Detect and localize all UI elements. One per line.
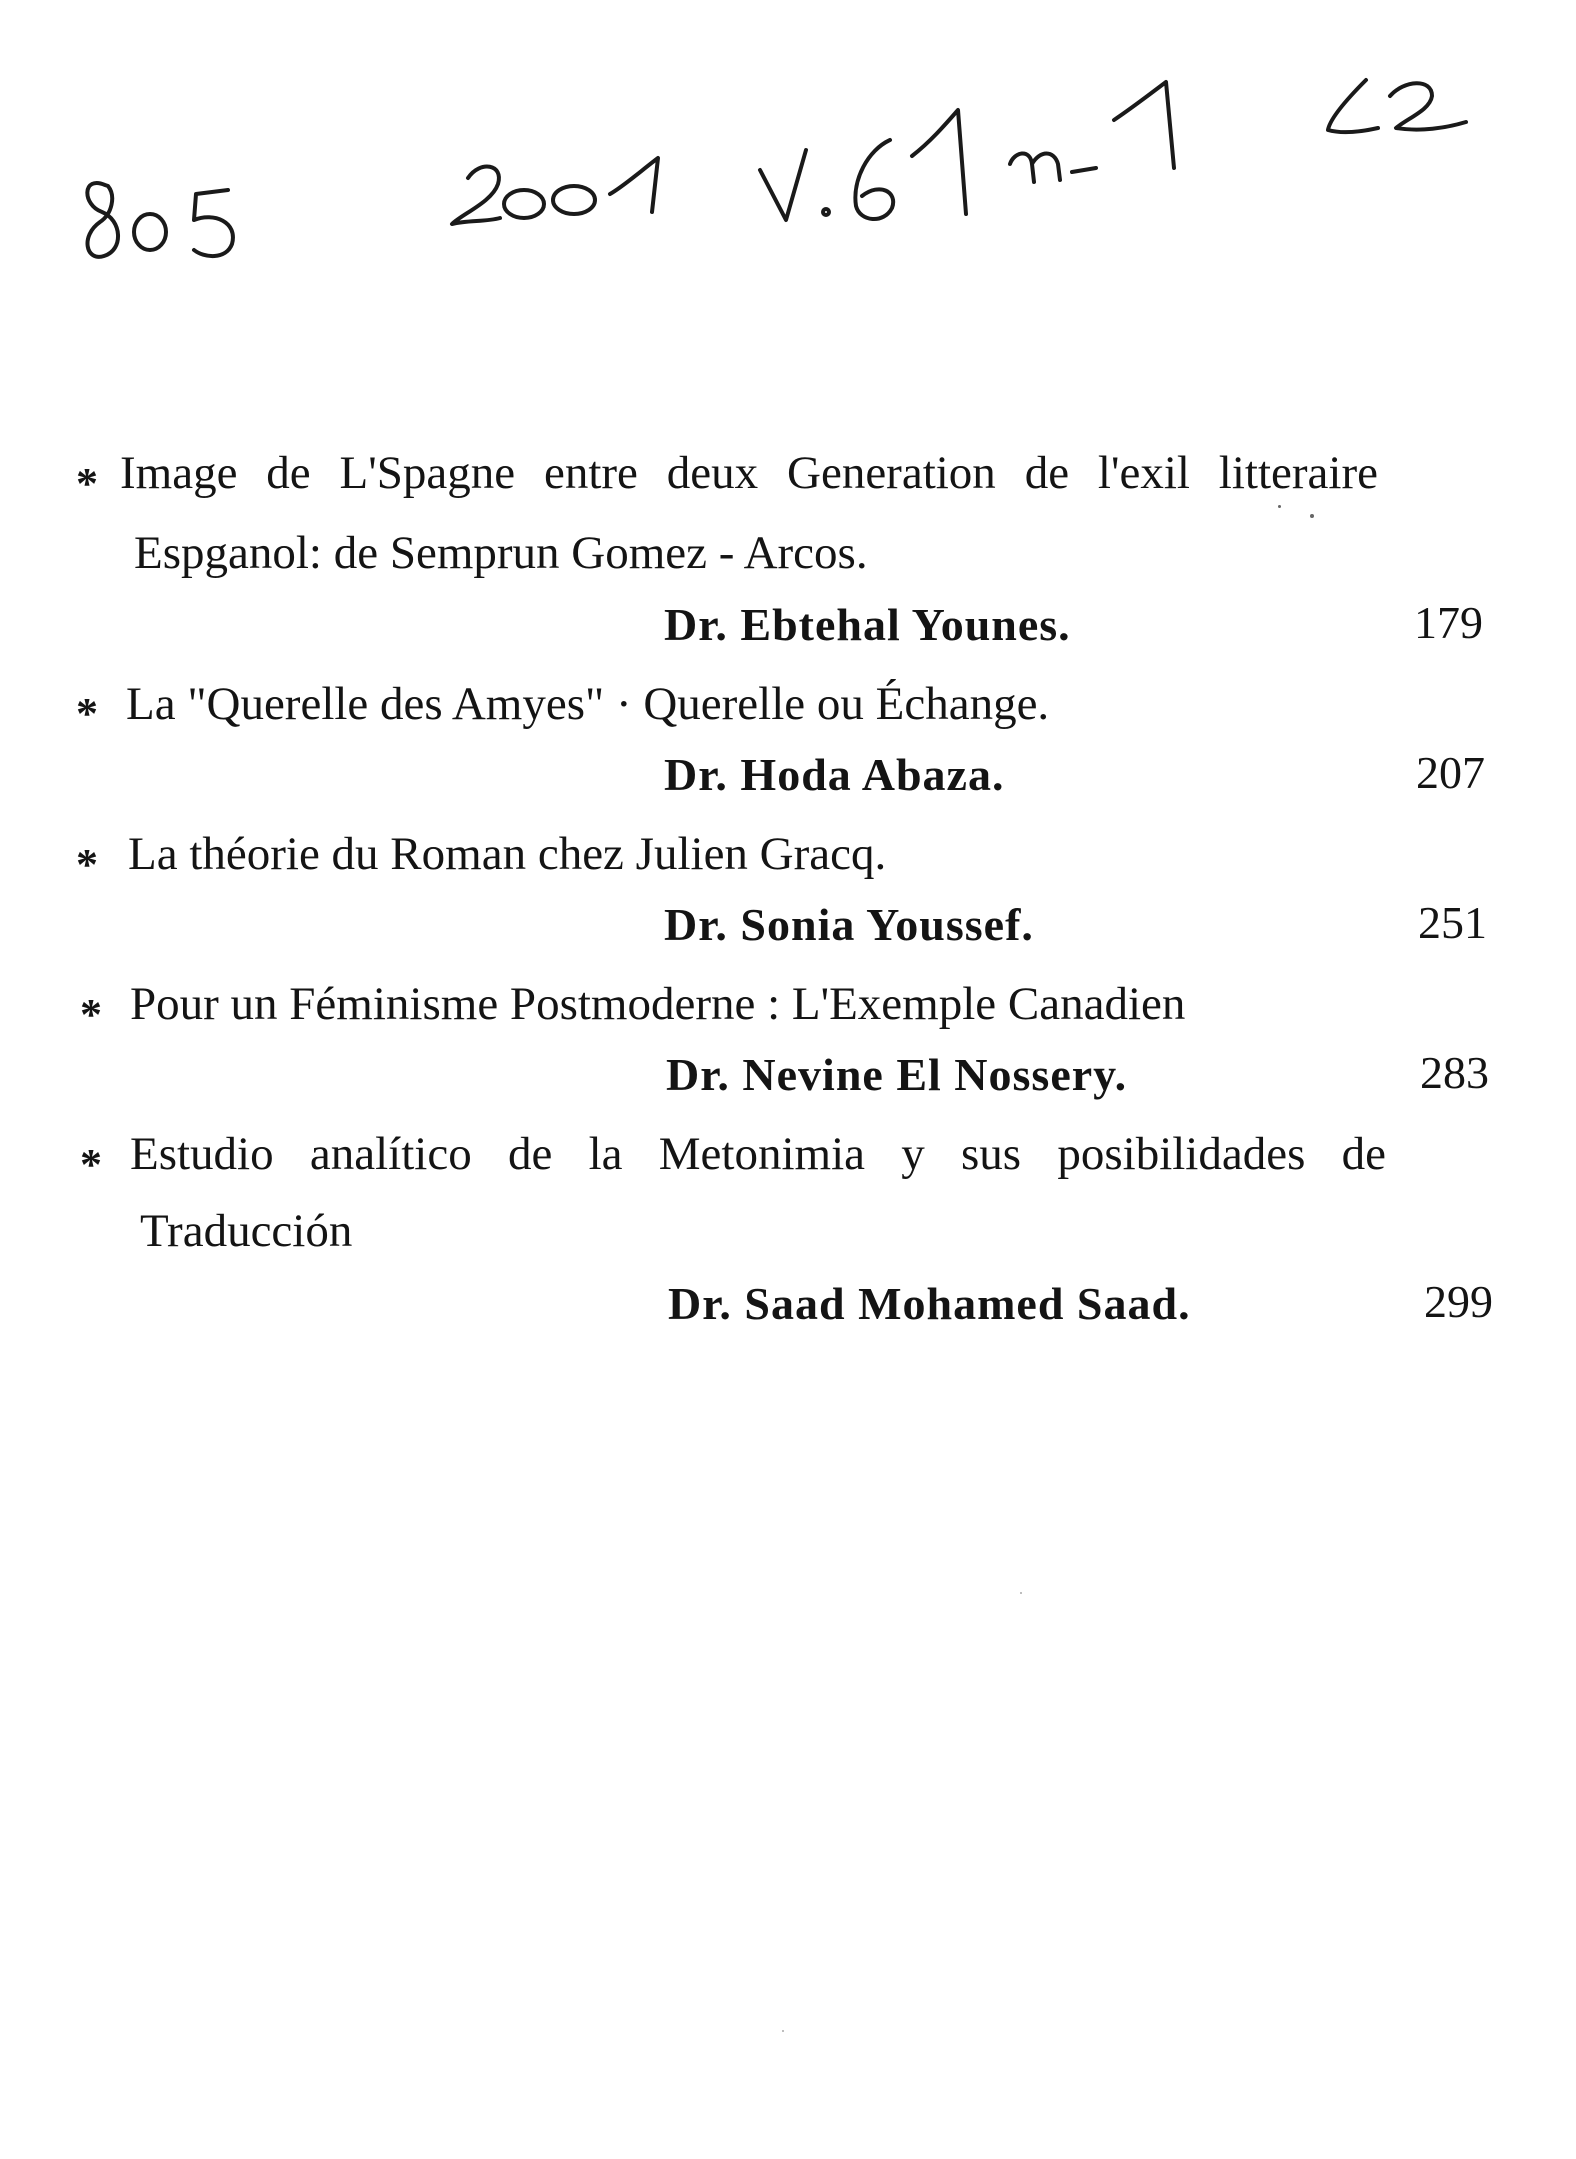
entry-author: Dr. Sonia Youssef. [664, 899, 1034, 950]
entry-author: Dr. Hoda Abaza. [664, 749, 1005, 800]
entry-title-line: Estudio analítico de la Metonimia y sus posibilidades de [130, 1128, 1386, 1180]
entry-title-line: Image de L'Spagne entre deux Generation de l'exil litteraire [120, 447, 1378, 499]
entry-title-line: Espganol: de Semprun Gomez - Arcos. [134, 527, 868, 579]
scan-speck [1310, 514, 1314, 518]
entry-author: Dr. Ebtehal Younes. [664, 599, 1071, 650]
entry-author: Dr. Saad Mohamed Saad. [668, 1278, 1191, 1329]
bullet-asterisk: * [76, 840, 98, 889]
entry-page-number: 299 [1424, 1276, 1493, 1327]
entry-page-number: 207 [1416, 747, 1485, 798]
entry-page-number: 179 [1414, 597, 1483, 648]
bullet-asterisk: * [76, 459, 98, 508]
entry-title-line: Pour un Féminisme Postmoderne : L'Exemple Canadien [130, 978, 1186, 1030]
bullet-asterisk: * [80, 1140, 102, 1189]
scan-speck [1020, 1592, 1022, 1594]
entry-page-number: 251 [1418, 897, 1487, 948]
entry-author: Dr. Nevine El Nossery. [666, 1049, 1128, 1100]
bullet-asterisk: * [76, 689, 98, 738]
entry-title-line: Traducción [140, 1205, 353, 1257]
entry-title-line: La théorie du Roman chez Julien Gracq. [128, 828, 887, 880]
entry-title-line: La "Querelle des Amyes" · Querelle ou Échange. [126, 678, 1050, 730]
scan-speck [782, 2030, 784, 2032]
scan-speck [1278, 505, 1281, 508]
entry-page-number: 283 [1420, 1047, 1489, 1098]
bullet-asterisk: * [80, 990, 102, 1039]
